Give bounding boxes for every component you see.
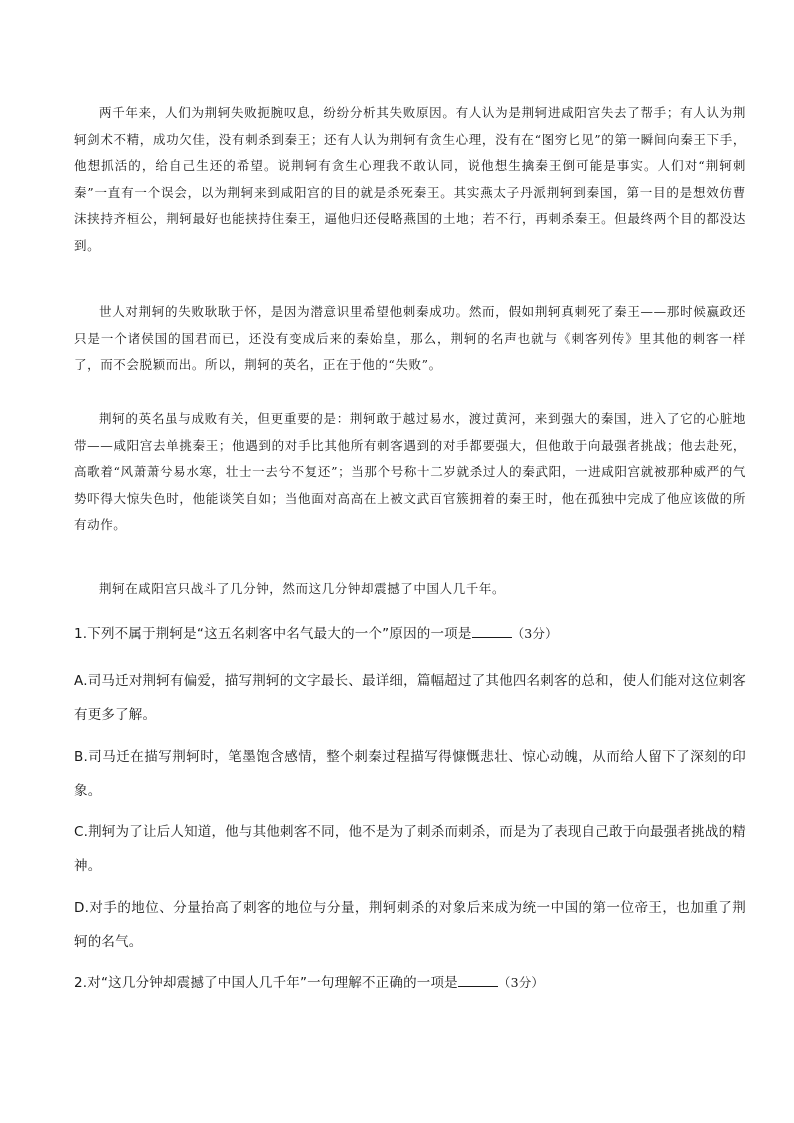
question-1	[74, 617, 746, 651]
passage-paragraph-2: 世人对荆轲的失败耿耿于怀，是因为潜意识里希望他刺秦成功。然而，假如荆轲真刺死了秦王——那时候嬴政还只是一个诸侯国的国君而已，还没有变成后来的秦始皇，那么，荆轲的名声也就与《刺客列传》里其他的刺客一样了，而不会脱颖而出。所以，荆轲的英名，正在于他的“失败”。	[74, 304, 746, 372]
answer-blank-2[interactable]	[458, 972, 498, 987]
question-2-stem: 2.对“这几分钟却震撼了中国人几千年”一句理解不正确的一项是	[74, 975, 458, 991]
question-1-option-d: D.对手的地位、分量抬高了刺客的地位与分量，荆轲刺杀的对象后来成为统一中国的第一位帝王，也加重了荆轲的名气。	[74, 900, 746, 950]
question-2	[74, 966, 746, 1000]
question-1-option-c: C.荆轲为了让后人知道，他与其他刺客不同，他不是为了刺杀而刺杀，而是为了表现自己敢于向最强者挑战的精神。	[74, 824, 746, 874]
question-2-score: （3分）	[497, 975, 545, 990]
passage-paragraph-3: 荆轲的英名虽与成败有关，但更重要的是：荆轲敢于越过易水，渡过黄河，来到强大的秦国，进入了它的心脏地带——咸阳宫去单挑秦王；他遇到的对手比其他所有刺客遇到的对手都要强大，但他敢于向最强者挑战；他去赴死，高歌着“风萧萧兮易水寒，壮士一去兮不复还”；当那个号称十二岁就杀过人的秦武阳，一进咸阳宫就被那种威严的气势吓得大惊失色时，他能谈笑自如；当他面对高高在上被文武百官簇拥着的秦王时，他在孤独中完成了他应该做的所有动作。	[74, 411, 746, 532]
passage-paragraph-1: 两千年来，人们为荆轲失败扼腕叹息，纷纷分析其失败原因。有人认为是荆轲进咸阳宫失去了帮手；有人认为荆轲剑术不精，成功欠佳，没有刺杀到秦王；还有人认为荆轲有贪生心理，没有在“图穷匕见”的第一瞬间向秦王下手，他想抓活的，给自己生还的希望。说荆轲有贪生心理我不敢认同，说他想生擒秦王倒可能是事实。人们对“荆轲刺秦”一直有一个误会，以为荆轲来到咸阳宫的目的就是杀死秦王。其实燕太子丹派荆轲到秦国，第一目的是想效仿曹沫挟持齐桓公，荆轲最好也能挟持住秦王，逼他归还侵略燕国的土地；若不行，再刺杀秦王。但最终两个目的都没达到。	[74, 105, 746, 253]
question-1-score: （3分）	[511, 626, 558, 641]
question-1-option-b: B.司马迁在描写荆轲时，笔墨饱含感情，整个刺秦过程描写得慷慨悲壮、惊心动魄，从而给人留下了深刻的印象。	[74, 749, 746, 799]
question-1-stem: 1.下列不属于荆轲是“这五名刺客中名气最大的一个”原因的一项是	[74, 626, 472, 642]
answer-blank-1[interactable]	[472, 623, 512, 638]
question-1-option-a: A.司马迁对荆轲有偏爱，描写荆轲的文字最长、最详细，篇幅超过了其他四名刺客的总和，使人们能对这位刺客有更多了解。	[74, 673, 746, 723]
passage-paragraph-4: 荆轲在咸阳宫只战斗了几分钟，然而这几分钟却震撼了中国人几千年。	[99, 581, 506, 596]
